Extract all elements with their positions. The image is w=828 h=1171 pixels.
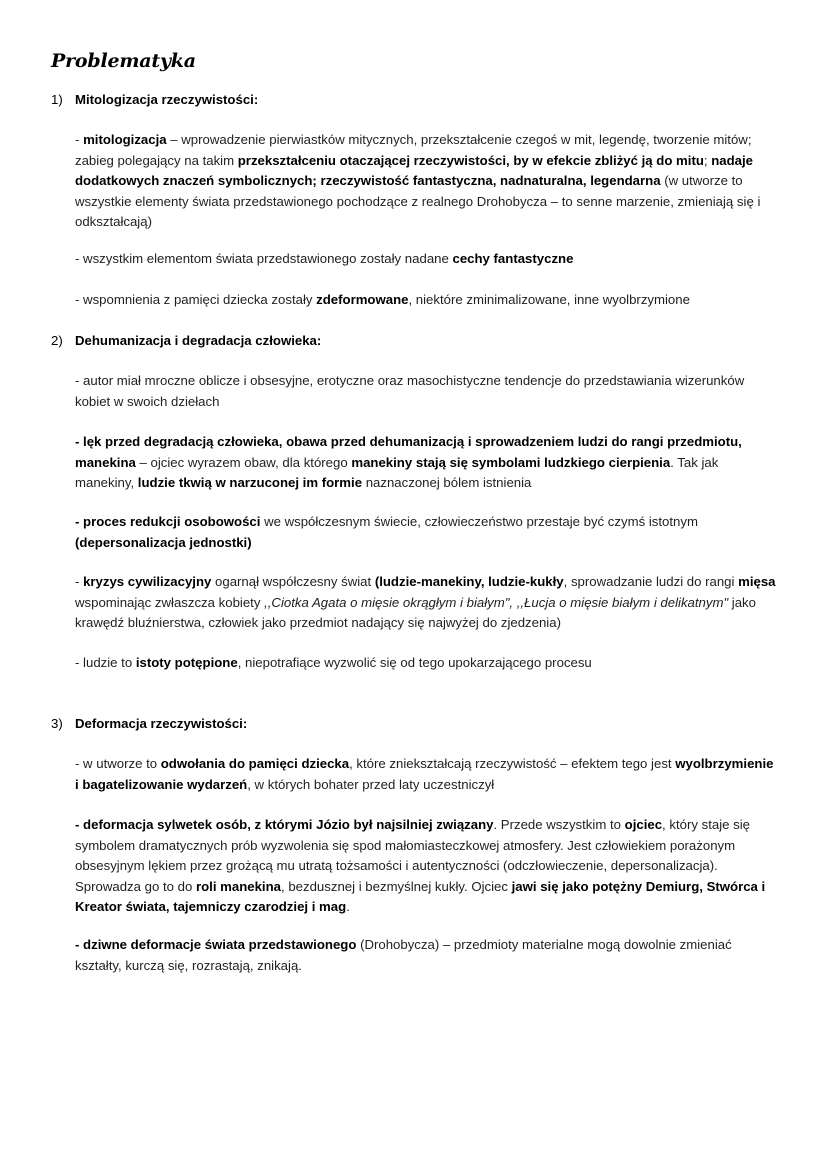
bold-text: przekształceniu otaczającej rzeczywistości, by w efekcie zbliżyć ją do mitu [237,152,704,168]
bold-text: istoty potępione [135,655,238,670]
section-title: Mitologizacja rzeczywistości: [75,92,259,107]
section-heading-2 [51,333,321,348]
text-run: wspominając zwłaszcza kobiety [75,594,265,610]
text-run: , w których bohater przed laty uczestniczył [247,776,495,792]
bold-text: - dziwne deformacje świata przedstawionego [75,937,357,952]
section-title: Dehumanizacja i degradacja człowieka: [75,333,322,348]
text-run: - wszystkim elementom świata przedstawionego zostały nadane [75,251,453,266]
paragraph [75,935,780,976]
document-title: Problematyka [51,50,196,72]
text-run: (Drohobycza) – przedmioty materialne mogą dowolnie zmieniać kształty, kurczą się, rozrastają, znikają. [75,937,732,973]
text-run: , który staje się symbolem dramatycznych prób wyzwolenia się spod małomiasteczkowej atmosfery. Jest człowiekiem porażonym obsesyjnym lękiem przez grożącą mu utratą tożsamości i autentyczności (odczłowieczenie, depersonalizacja). Sprowadza go to do [75,817,750,894]
section-number: 2) [51,333,63,348]
bold-text: mitologizacja [83,132,167,147]
bold-text: roli manekina [195,878,281,894]
bold-text: kryzys cywilizacyjny [83,574,212,589]
text-run: we współczesnym świecie, człowieczeństwo przestaje być czymś istotnym [260,514,698,529]
bold-text: nadaje dodatkowych znaczeń symbolicznych; rzeczywistość fantastyczna, nadnaturalna, legendarna [75,152,754,188]
text-run: – wprowadzenie pierwiastków mitycznych, przekształcenie czegoś w mit, legendę, tworzenie mitów; zabieg polegający na takim [75,132,752,168]
text-run: ; [703,152,712,168]
bold-text: - proces redukcji osobowości [75,514,261,529]
bold-text: zdeformowane [316,292,409,307]
text-run: - [75,574,84,589]
text-run: naznaczonej bólem istnienia [362,475,532,490]
paragraph [75,572,780,634]
paragraph [75,653,780,674]
bold-text: mięsa [738,574,776,589]
text-run: - ludzie to [75,655,136,670]
section-heading-1 [51,92,258,107]
bold-text: - lęk przed degradacją człowieka, obawa przed dehumanizacją i sprowadzeniem ludzi do rangi przedmiotu, manekina [75,434,742,470]
bold-text: (ludzie-manekiny, ludzie-kukły [374,574,564,589]
text-run: - wspomnienia z pamięci dziecka zostały [75,292,317,307]
text-run: - w utworze to [75,756,161,771]
paragraph [75,249,780,270]
section-number: 3) [51,716,63,731]
text-run: , sprowadzanie ludzi do rangi [563,574,739,589]
paragraph [75,371,780,412]
section-heading-3 [51,716,247,731]
text-run: . [346,899,350,914]
text-run: . Tak jak manekiny, [75,454,719,490]
paragraph [75,512,780,553]
italic-quote: ,,Ciotka Agata o mięsie okrągłym i białym", ,,Łucja o mięsie białym i delikatnym" [264,594,729,610]
text-run: . Przede wszystkim to [493,817,625,832]
paragraph [75,754,780,795]
paragraph [75,815,780,918]
bold-text: ludzie tkwią w narzuconej im formie [137,475,363,490]
text-run: – ojciec wyrazem obaw, dla którego [135,454,352,470]
bold-text: cechy fantastyczne [452,251,574,266]
paragraph [75,432,780,494]
bold-text: jawi się jako potężny Demiurg, Stwórca i Kreator świata, tajemniczy czarodziej i mag [75,878,766,914]
bold-text: odwołania do pamięci dziecka [160,756,350,771]
text-run: , niektóre zminimalizowane, inne wyolbrzymione [408,292,690,307]
paragraph [75,130,780,233]
text-run: , które zniekształcają rzeczywistość – efektem tego jest [349,756,676,771]
bold-text: manekiny stają się symbolami ludzkiego cierpienia [351,454,671,470]
bold-text: - deformacja sylwetek osób, z którymi Józio był najsilniej związany [75,817,494,832]
text-run: , bezdusznej i bezmyślnej kukły. Ojciec [281,878,512,894]
section-number: 1) [51,92,63,107]
text-run: (w utworze to wszystkie elementy świata przedstawionego pochodzące z realnego Drohobycza – to senne marzenie, zmieniają się i odkształcają) [75,173,761,229]
text-run: , niepotrafiące wyzwolić się od tego upokarzającego procesu [237,655,592,670]
paragraph [75,290,780,311]
text-run: jako krawędź bluźnierstwa, człowiek jako przedmiot nadający się najwyżej do zjedzenia) [75,594,756,630]
section-title: Deformacja rzeczywistości: [75,716,248,731]
text-run: - autor miał mroczne oblicze i obsesyjne, erotyczne oraz masochistyczne tendencje do przedstawiania wizerunków kobiet w swoich dziełach [75,373,745,409]
text-run: - [75,132,84,147]
bold-text: wyolbrzymienie i bagatelizowanie wydarzeń [75,756,774,792]
bold-text: ojciec [624,817,663,832]
bold-text: (depersonalizacja jednostki) [75,534,252,550]
text-run: ogarnął współczesny świat [211,574,375,589]
